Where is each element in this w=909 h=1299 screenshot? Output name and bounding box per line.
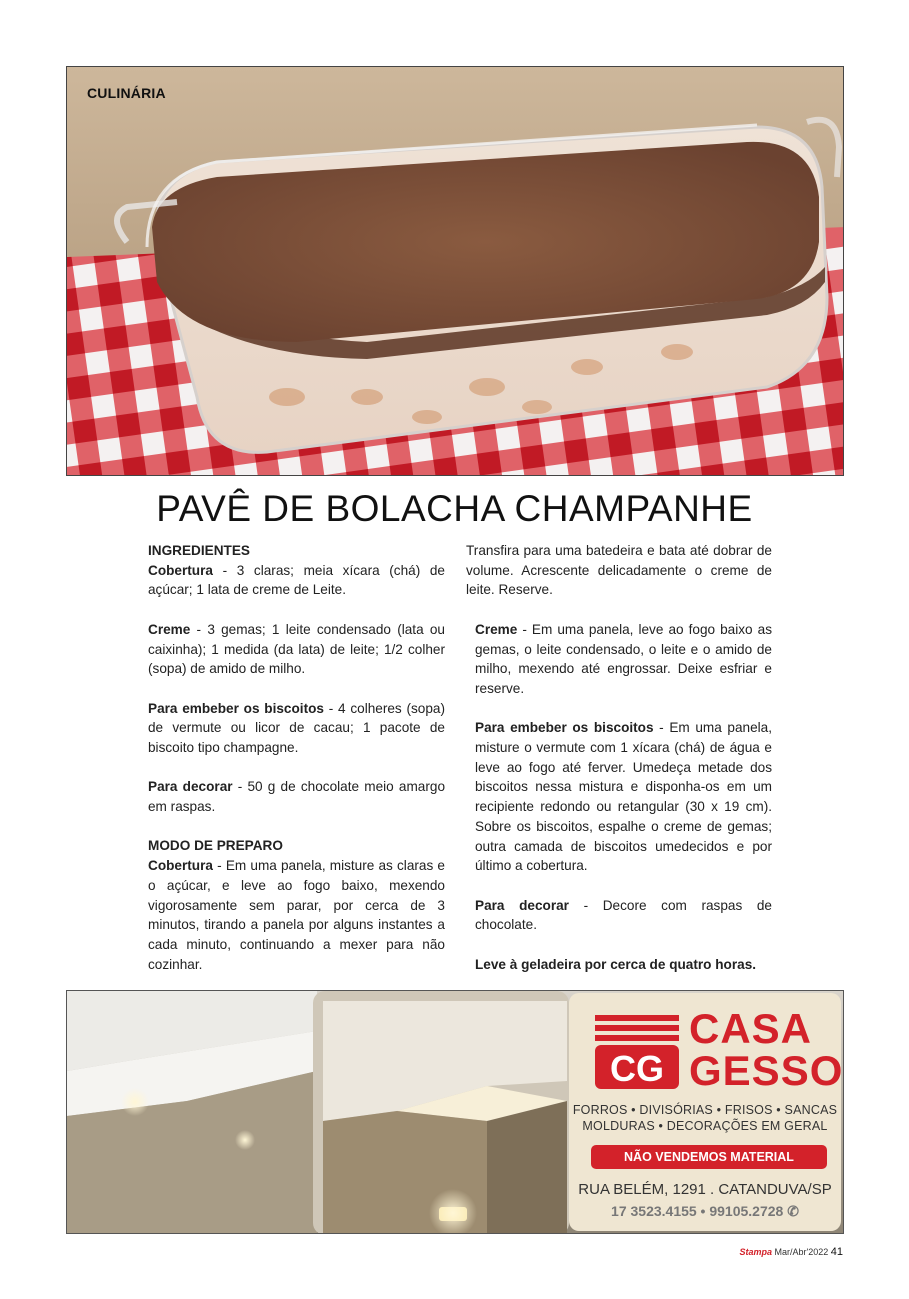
ingredient-embeber: Para embeber os biscoitos - 4 colheres (sopa) de vermute ou licor de cacau; 1 pacote de biscoito tipo champagne.: [148, 700, 446, 755]
ingredient-decorar: Para decorar - 50 g de chocolate meio amargo em raspas.: [148, 779, 445, 815]
pave-dish-illustration: [67, 67, 844, 476]
hero-photo: [66, 66, 844, 476]
brand-name-line1: CASA: [689, 1005, 813, 1052]
left-column: [139, 541, 445, 974]
page-number: 41: [830, 1246, 843, 1258]
method-heading: MODO DE PREPARO: [148, 838, 283, 854]
phone-numbers[interactable]: 17 3523.4155 • 99105.2728 ✆: [611, 1203, 799, 1219]
ingredient-cobertura: Cobertura - 3 claras; meia xícara (chá) de açúcar; 1 lata de creme de Leite.: [148, 562, 445, 598]
right-column: [466, 541, 772, 974]
ingredient-creme: Creme - 3 gemas; 1 leite condensado (lata ou caixinha); 1 medida (da lata) de leite; 1/2 colher (sopa) de amido de milho.: [148, 621, 445, 677]
method-final-note: Leve à geladeira por cerca de quatro horas.: [475, 956, 757, 972]
services-line2: MOLDURAS • DECORAÇÕES EM GERAL: [582, 1119, 828, 1133]
brand-name-line2: GESSO: [689, 1047, 844, 1094]
services-line1: FORROS • DIVISÓRIAS • FRISOS • SANCAS: [572, 1103, 838, 1117]
store-address: RUA BELÉM, 1291 . CATANDUVA/SP: [578, 1181, 832, 1198]
recipe-title: PAVÊ DE BOLACHA CHAMPANHE: [156, 488, 753, 529]
method-cobertura-continued: Transfira para uma batedeira e bata até dobrar de volume. Acrescente delicadamente o creme de leite. Reserve.: [466, 543, 772, 598]
casa-gesso-ad[interactable]: [66, 990, 844, 1234]
method-cobertura: Cobertura - Em uma panela, misture as claras e o açúcar, e leve ao fogo baixo, mexendo vigorosamente sem parar, por cerca de 3 minutos, tirando a panela por alguns instantes a cada minuto, continuando a mexer para não cozinhar.: [148, 858, 445, 972]
svg-text:CG: CG: [610, 1048, 664, 1089]
page-footer: [739, 1246, 843, 1258]
issue-date: Mar/Abr'2022: [774, 1247, 829, 1257]
ingredients-heading: INGREDIENTES: [148, 543, 250, 558]
method-embeber: Para embeber os biscoitos - Em uma panela, misture o vermute com 1 xícara (chá) de água e leve ao fogo até ferver. Umedeça metade dos biscoitos nessa mistura e disponha-os em um recipiente redondo ou retangular (30 x 19 cm). Sobre os biscoitos, espalhe o creme de gemas; outra camada de biscoitos umedecidos e por último a cobertura.: [475, 720, 772, 874]
method-decorar: Para decorar - Decore com raspas de chocolate.: [475, 897, 772, 933]
casa-gesso-logo-icon: [595, 1013, 679, 1091]
ad-info-card: [569, 993, 844, 1231]
magazine-name: Stampa: [739, 1247, 772, 1257]
method-creme: Creme - Em uma panela, leve ao fogo baixo as gemas, o leite condensado, o leite e o amido de milho, mexendo até engrossar. Deixe esfriar e reserve.: [475, 621, 772, 696]
notice-badge: NÃO VENDEMOS MATERIAL: [591, 1145, 827, 1169]
whatsapp-icon: ✆: [787, 1203, 799, 1219]
section-tag: CULINÁRIA: [87, 85, 166, 101]
